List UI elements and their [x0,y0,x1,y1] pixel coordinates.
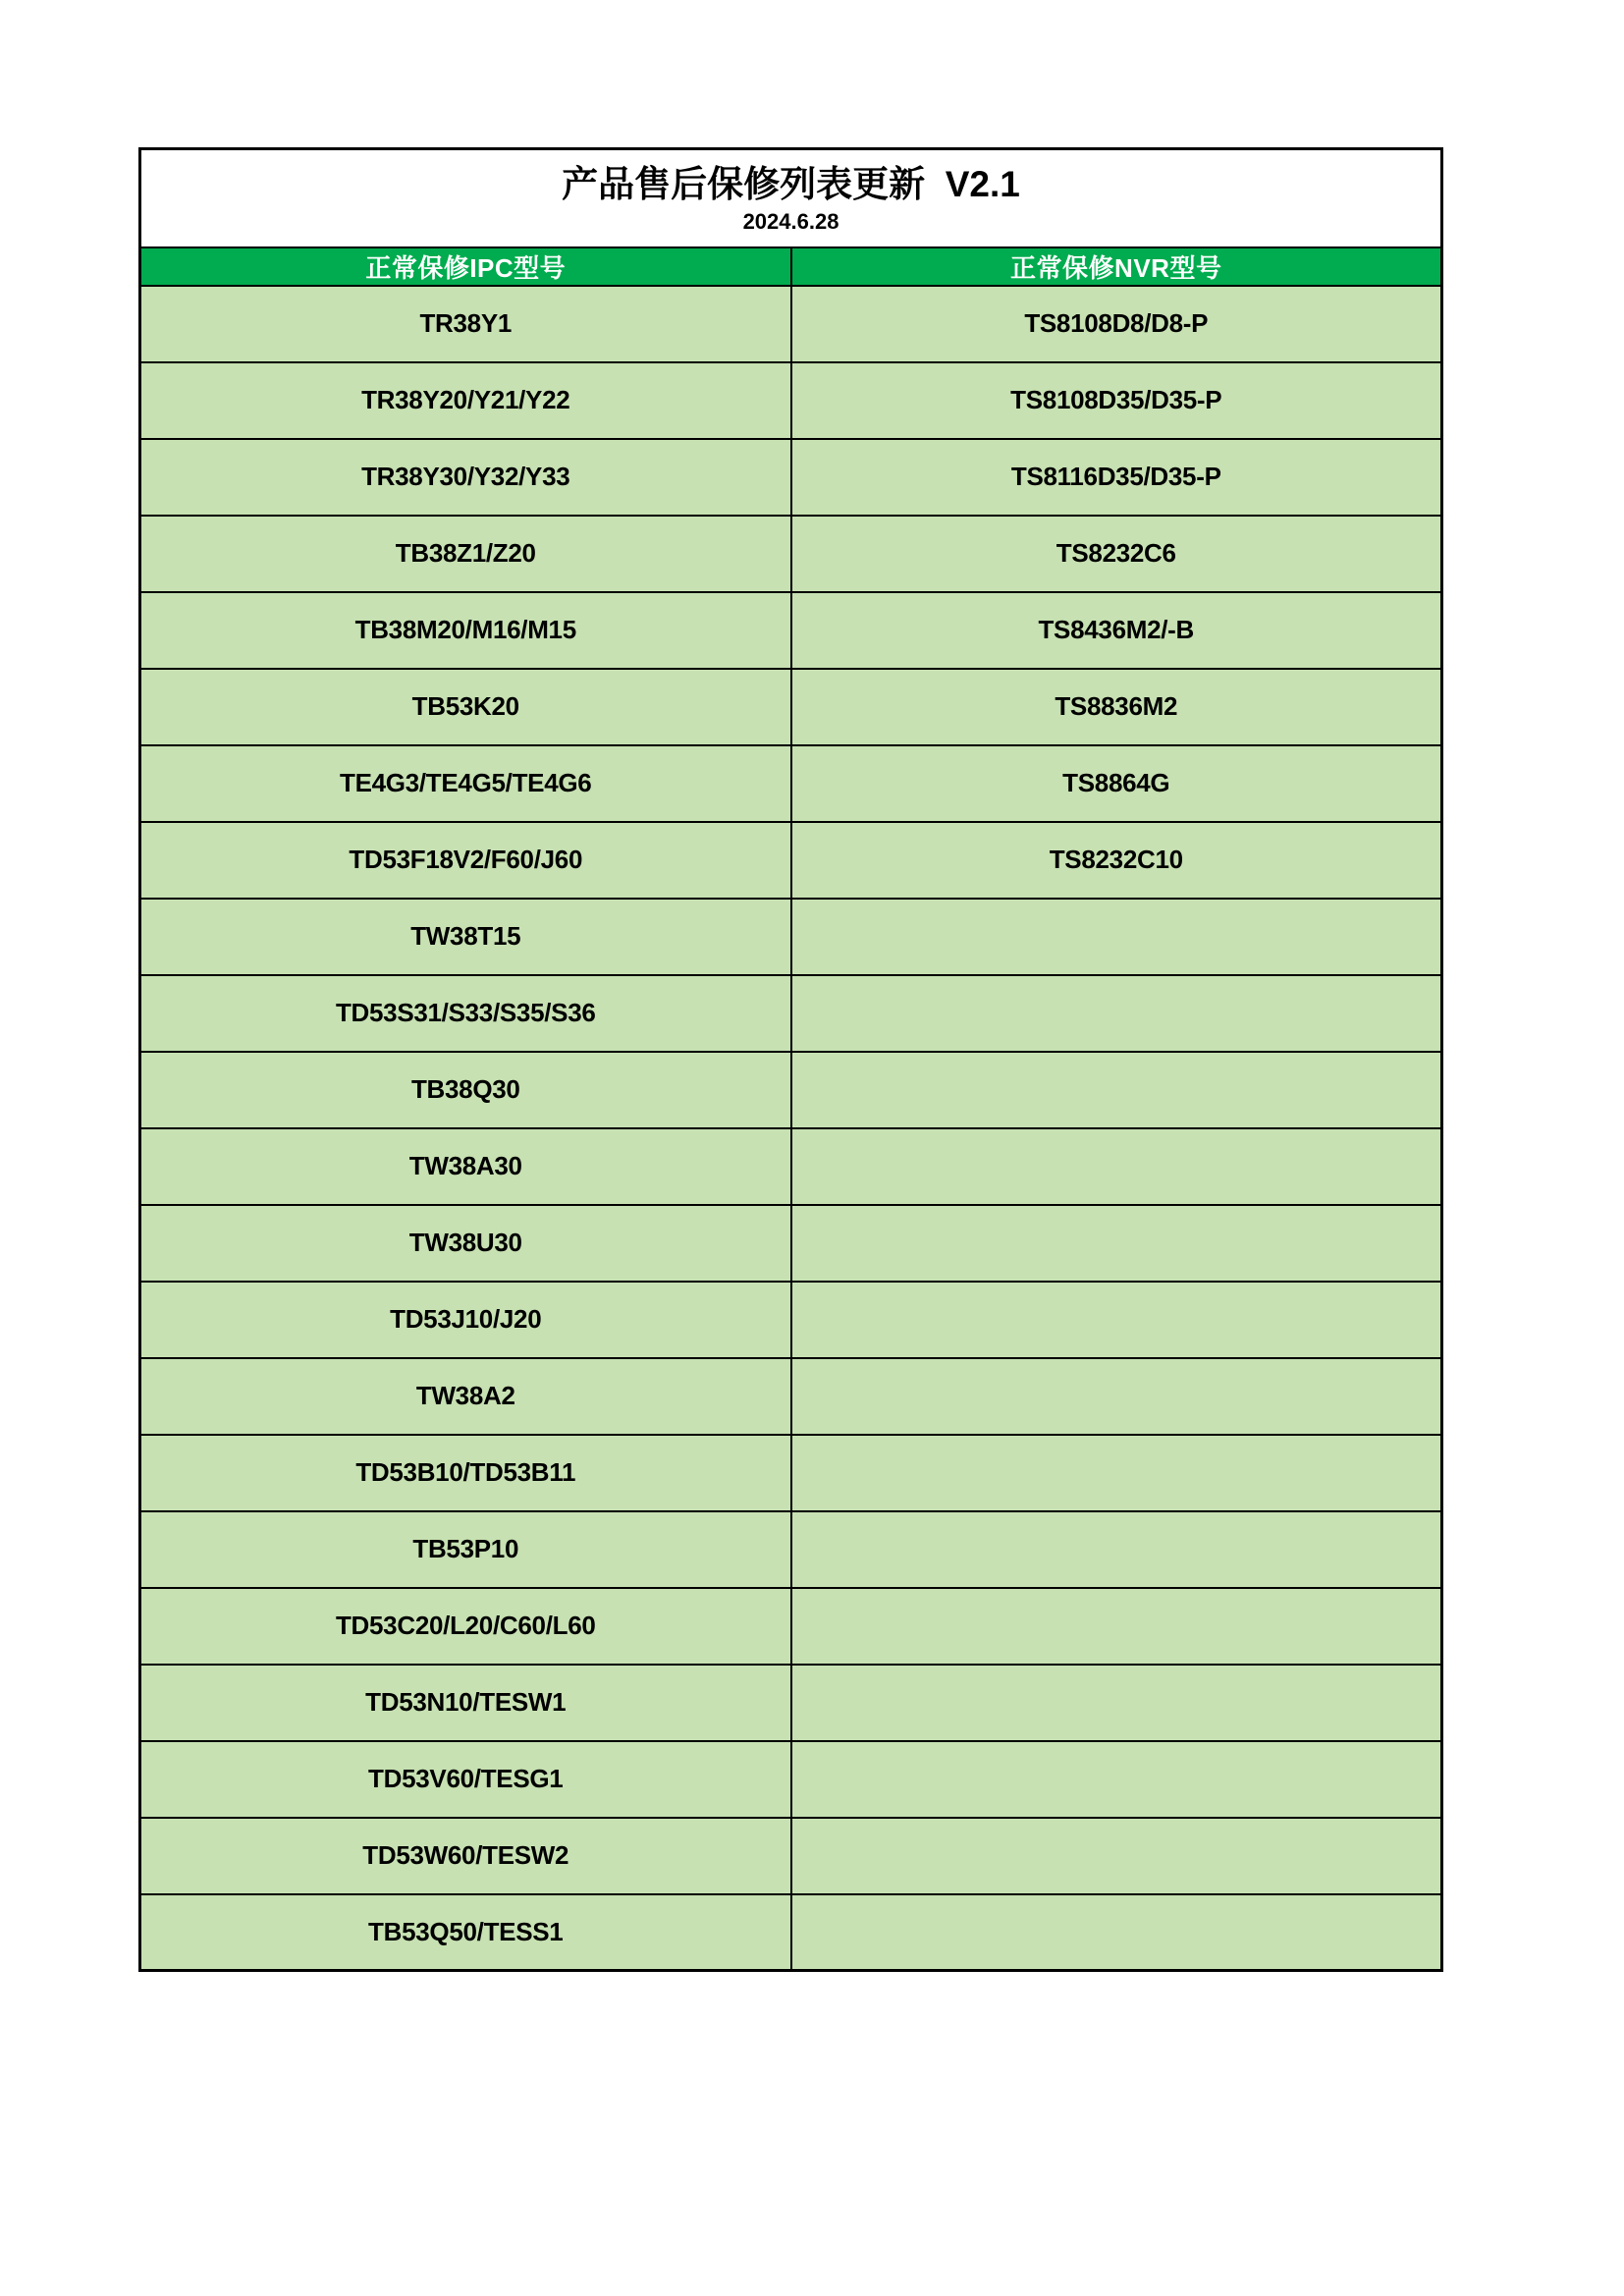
table-row [140,1205,1442,1282]
table-row [140,1741,1442,1818]
title-cell [140,149,1442,247]
nvr-model-cell: TS8436M2/-B [791,592,1442,669]
ipc-model-cell: TB53Q50/TESS1 [140,1894,791,1971]
ipc-model-cell: TD53F18V2/F60/J60 [140,822,791,899]
table-row [140,899,1442,975]
ipc-model-cell: TR38Y20/Y21/Y22 [140,362,791,439]
table-row [140,975,1442,1052]
column-header-nvr: 正常保修NVR型号 [791,247,1442,286]
table-row [140,1282,1442,1358]
table-row [140,1435,1442,1511]
ipc-model-cell: TW38A30 [140,1128,791,1205]
table-row [140,745,1442,822]
nvr-model-cell [791,1052,1442,1128]
ipc-model-cell: TD53S31/S33/S35/S36 [140,975,791,1052]
ipc-model-cell: TD53B10/TD53B11 [140,1435,791,1511]
nvr-model-cell [791,1128,1442,1205]
nvr-model-cell: TS8116D35/D35-P [791,439,1442,516]
nvr-model-cell: TS8108D35/D35-P [791,362,1442,439]
nvr-model-cell [791,1894,1442,1971]
title-row [140,149,1442,247]
table-row [140,1511,1442,1588]
ipc-model-cell: TB38M20/M16/M15 [140,592,791,669]
table-row [140,592,1442,669]
table-row [140,1358,1442,1435]
nvr-model-cell [791,1818,1442,1894]
nvr-model-cell: TS8232C10 [791,822,1442,899]
warranty-table [138,147,1443,1972]
ipc-model-cell: TE4G3/TE4G5/TE4G6 [140,745,791,822]
nvr-model-cell [791,1511,1442,1588]
ipc-model-cell: TD53J10/J20 [140,1282,791,1358]
nvr-model-cell [791,975,1442,1052]
nvr-model-cell: TS8836M2 [791,669,1442,745]
column-header-row [140,247,1442,286]
ipc-model-cell: TW38T15 [140,899,791,975]
nvr-model-cell [791,1205,1442,1282]
ipc-model-cell: TB53P10 [140,1511,791,1588]
nvr-model-cell: TS8232C6 [791,516,1442,592]
table-row [140,1588,1442,1665]
nvr-model-cell [791,1741,1442,1818]
ipc-model-cell: TB53K20 [140,669,791,745]
table-row [140,1052,1442,1128]
ipc-model-cell: TB38Q30 [140,1052,791,1128]
nvr-model-cell [791,899,1442,975]
nvr-model-cell: TS8864G [791,745,1442,822]
ipc-model-cell: TD53W60/TESW2 [140,1818,791,1894]
nvr-model-cell [791,1435,1442,1511]
nvr-model-cell: TS8108D8/D8-P [791,286,1442,362]
ipc-model-cell: TD53V60/TESG1 [140,1741,791,1818]
column-header-ipc: 正常保修IPC型号 [140,247,791,286]
page-date: 2024.6.28 [742,208,839,234]
nvr-model-cell [791,1282,1442,1358]
nvr-model-cell [791,1588,1442,1665]
nvr-model-cell [791,1358,1442,1435]
ipc-model-cell: TW38U30 [140,1205,791,1282]
table-row [140,1665,1442,1741]
table-row [140,362,1442,439]
table-row [140,1894,1442,1971]
ipc-model-cell: TR38Y30/Y32/Y33 [140,439,791,516]
page-title: 产品售后保修列表更新 V2.1 [562,163,1020,204]
table-row [140,1128,1442,1205]
table-row [140,1818,1442,1894]
ipc-model-cell: TB38Z1/Z20 [140,516,791,592]
ipc-model-cell: TW38A2 [140,1358,791,1435]
table-row [140,822,1442,899]
nvr-model-cell [791,1665,1442,1741]
ipc-model-cell: TD53N10/TESW1 [140,1665,791,1741]
table-row [140,286,1442,362]
table-row [140,669,1442,745]
table-row [140,439,1442,516]
ipc-model-cell: TR38Y1 [140,286,791,362]
ipc-model-cell: TD53C20/L20/C60/L60 [140,1588,791,1665]
table-row [140,516,1442,592]
